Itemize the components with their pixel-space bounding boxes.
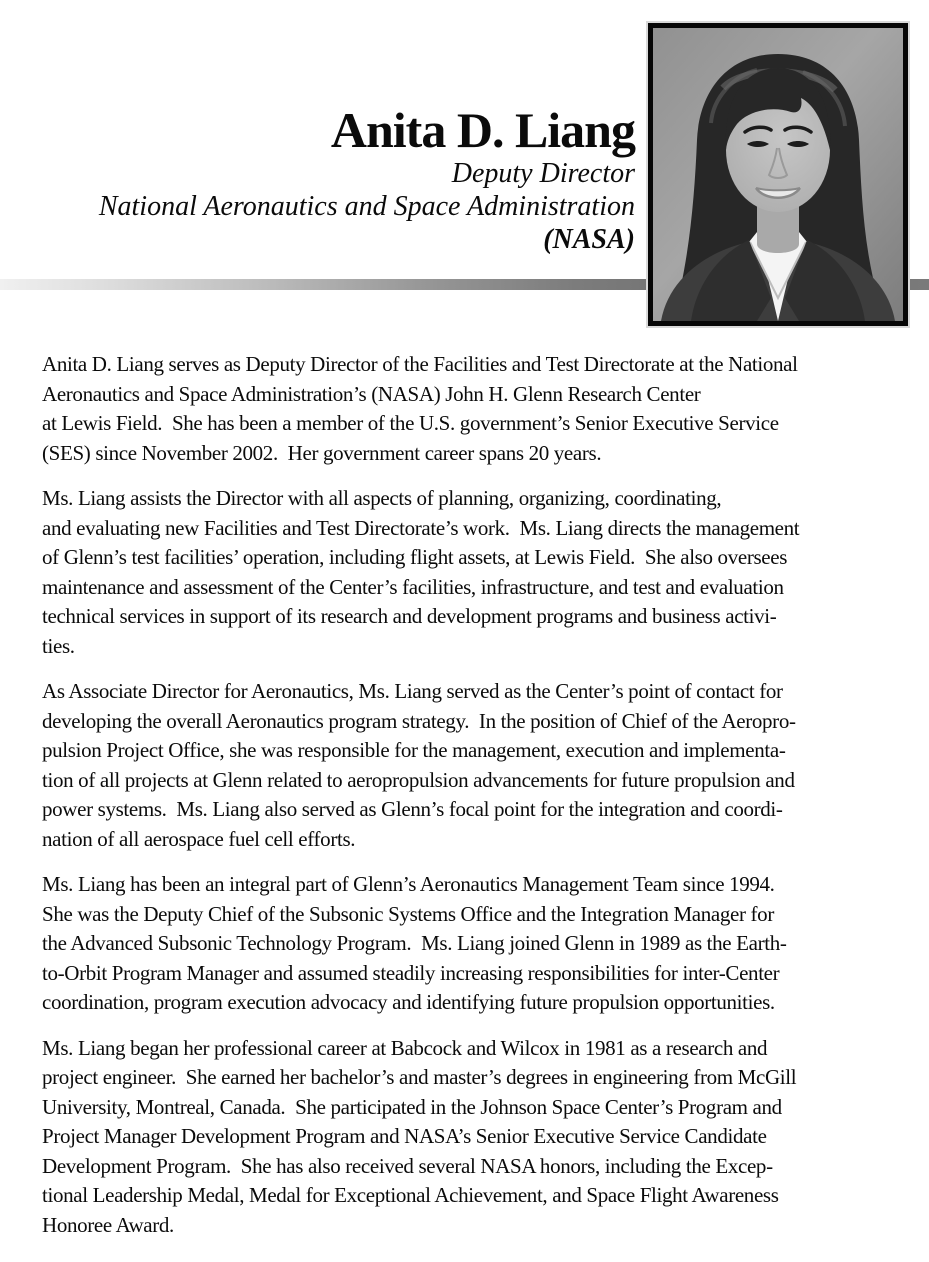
organization-name: National Aeronautics and Space Administration bbox=[98, 191, 635, 222]
bio-line: and evaluating new Facilities and Test Directorate’s work. Ms. Liang directs the management bbox=[42, 515, 800, 540]
bio-line: tion of all projects at Glenn related to aeropropulsion advancements for future propulsion and bbox=[42, 767, 795, 792]
organization-abbreviation: (NASA) bbox=[543, 224, 635, 255]
bio-line: Development Program. She has also received several NASA honors, including the Excep- bbox=[42, 1153, 773, 1178]
bio-line: Ms. Liang assists the Director with all aspects of planning, organizing, coordinating, bbox=[42, 486, 722, 510]
bio-line: She was the Deputy Chief of the Subsonic Systems Office and the Integration Manager for bbox=[42, 901, 774, 926]
bio bbox=[42, 350, 922, 1256]
bio-line: maintenance and assessment of the Center’s facilities, infrastructure, and test and evaluation bbox=[42, 574, 784, 599]
header-block bbox=[40, 103, 635, 256]
portrait-illustration bbox=[653, 28, 903, 321]
bio-paragraph bbox=[42, 1034, 922, 1241]
bio-line: Anita D. Liang serves as Deputy Director of the Facilities and Test Directorate at the National bbox=[42, 352, 798, 376]
bio-line: project engineer. She earned her bachelor’s and master’s degrees in engineering from McGill bbox=[42, 1065, 797, 1089]
portrait-photo bbox=[648, 23, 908, 326]
page-title: Anita D. Liang bbox=[330, 102, 635, 158]
bio-line: Honoree Award. bbox=[42, 1212, 174, 1237]
bio-line: at Lewis Field. She has been a member of the U.S. government’s Senior Executive Service bbox=[42, 411, 779, 435]
bio-line: power systems. Ms. Liang also served as Glenn’s focal point for the integration and coordi- bbox=[42, 797, 783, 821]
bio-line: pulsion Project Office, she was responsible for the management, execution and implementa- bbox=[42, 738, 786, 762]
job-title: Deputy Director bbox=[451, 158, 635, 189]
bio-line: ties. bbox=[42, 633, 75, 658]
bio-paragraph bbox=[42, 484, 922, 661]
bio-line: As Associate Director for Aeronautics, Ms. Liang served as the Center’s point of contact for bbox=[42, 679, 783, 703]
bio-line: Ms. Liang began her professional career at Babcock and Wilcox in 1981 as a research and bbox=[42, 1035, 768, 1060]
bio-line: coordination, program execution advocacy and identifying future propulsion opportunities. bbox=[42, 990, 775, 1014]
bio-line: Project Manager Development Program and NASA’s Senior Executive Service Candidate bbox=[42, 1124, 767, 1148]
bio-line: (SES) since November 2002. Her government career spans 20 years. bbox=[42, 440, 602, 465]
bio-line: developing the overall Aeronautics program strategy. In the position of Chief of the Aeropro- bbox=[42, 708, 796, 733]
bio-line: tional Leadership Medal, Medal for Exceptional Achievement, and Space Flight Awareness bbox=[42, 1183, 779, 1207]
bio-line: Ms. Liang has been an integral part of Glenn’s Aeronautics Management Team since 1994. bbox=[42, 872, 775, 896]
bio-line: of Glenn’s test facilities’ operation, including flight assets, at Lewis Field. She also oversees bbox=[42, 545, 788, 569]
bio-paragraph bbox=[42, 677, 922, 854]
bio-line: nation of all aerospace fuel cell efforts. bbox=[42, 826, 356, 851]
bio-line: University, Montreal, Canada. She participated in the Johnson Space Center’s Program and bbox=[42, 1094, 782, 1119]
bio-line: the Advanced Subsonic Technology Program. Ms. Liang joined Glenn in 1989 as the Earth- bbox=[42, 931, 787, 955]
bio-paragraph bbox=[42, 350, 922, 468]
bio-line: to-Orbit Program Manager and assumed steadily increasing responsibilities for inter-Center bbox=[42, 960, 780, 985]
bio-line: technical services in support of its research and development programs and business activi- bbox=[42, 604, 777, 628]
bio-paragraph bbox=[42, 870, 922, 1018]
bio-line: Aeronautics and Space Administration’s (NASA) John H. Glenn Research Center bbox=[42, 381, 701, 406]
